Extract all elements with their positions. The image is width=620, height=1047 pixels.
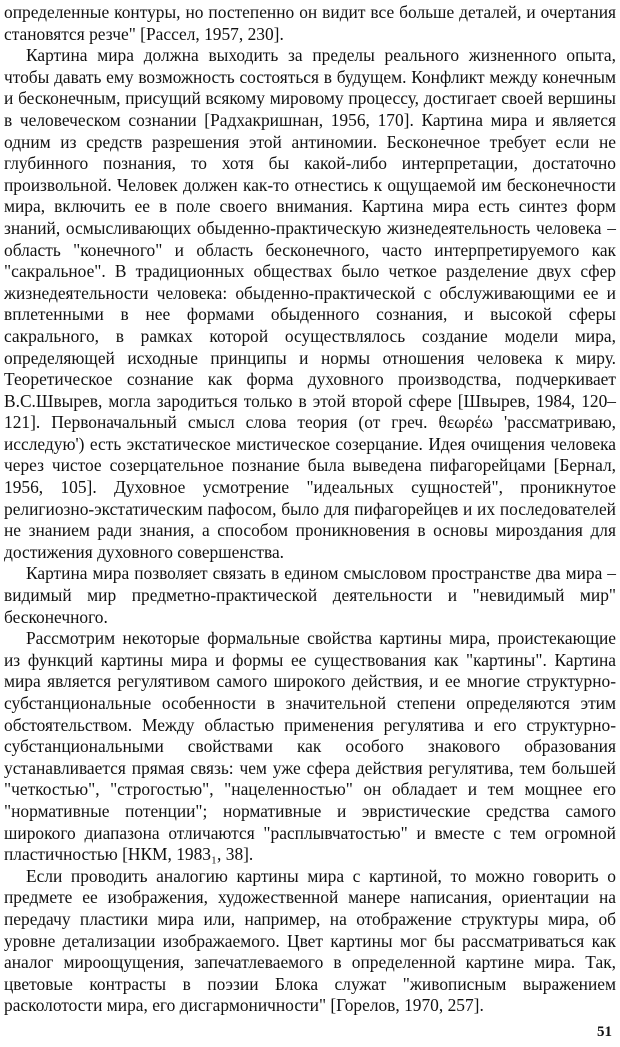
paragraph-1: определенные контуры, но постепенно он видит все больше деталей, и очертания становятся резче" [Рассел, 1957, 230]. (4, 2, 616, 44)
paragraph-3: Картина мира позволяет связать в едином смысловом пространстве два мира – видимый мир предметно-практической деятельности и "невидимый мир" бесконечного. (4, 563, 616, 627)
page-number: 51 (597, 1024, 612, 1040)
document-page (4, 2, 616, 1017)
paragraph-5: Если проводить аналогию картины мира с картиной, то можно говорить о предмете ее изображения, художественной манере написания, ориентации на передачу пластики мира или, например, на отображение структуры мира, об уровне детализации изображаемого. Цвет картины мог бы рассматриваться как аналог мироощущения, запечатлеваемого в определенной картине мира. Так, цветовые контрасты в поэзии Блока служат "живописным выражением расколотости мира, его дисгармоничности" [Горелов, 1970, 257]. (4, 865, 616, 1016)
paragraph-2: Картина мира должна выходить за пределы реального жизненного опыта, чтобы давать ему возможность состояться в будущем. Конфликт между конечным и бесконечным, присущий всякому мировому процессу, достигает своей вершины в человеческом сознании [Радхакришнан, 1956, 170]. Картина мира и является одним из средств разрешения этой антиномии. Бесконечное требует если не глубинного познания, то хотя бы какой-либо интерпретации, достаточно произвольной. Человек должен как-то отнестись к ощущаемой им бесконечности мира, включить ее в поле своего внимания. Картина мира есть синтез форм знаний, осмысливающих обыденно-практическую жизнедеятельность человека – область "конечного" и область бесконечного, часто интерпретируемого как "сакральное". В традиционных обществах было четкое разделение двух сфер жизнедеятельности человека: обыденно-практической с обслуживающими ее и вплетенными в нее формами обыденного сознания, и высокой сферы сакрального, в рамках которой осуществлялось создание модели мира, определяющей исходные принципы и нормы отношения человека к миру. Теоретическое сознание как форма духовного производства, подчеркивает В.С.Швырев, могла зародиться только в этой второй сфере [Швырев, 1984, 120–121]. Первоначальный смысл слова теория (от греч. θεωρέω 'рассматриваю, исследую') есть экстатическое мистическое созерцание. Идея очищения человека через чистое созерцательное познание была выведена пифагорейцами [Бернал, 1956, 105]. Духовное усмотрение "идеальных сущностей", проникнутое религиозно-экстатическим пафосом, было для пифагорейцев и их последователей не знанием ради знания, а способом проникновения в основы мироздания для достижения духовного совершенства. (4, 45, 616, 562)
paragraph-4: Рассмотрим некоторые формальные свойства картины мира, проистекающие из функций картины мира и формы ее существования как "картины". Картина мира является регулятивом самого широкого действия, и ее многие структурно-субстанциональные особенности в значительной степени определяются этим обстоятельством. Между областью применения регулятива и его структурно-субстанциональными свойствами как особого знакового образования устанавливается прямая связь: чем уже сфера действия регулятива, тем большей "четкостью", "строгостью", "нацеленностью" он обладает и тем мощнее его "нормативные потенции"; нормативные и эвристические средства самого широкого диапазона отличаются "расплывчатостью" и вместе с тем огромной пластичностью [НКМ, 1983₁, 38]. (4, 628, 616, 865)
